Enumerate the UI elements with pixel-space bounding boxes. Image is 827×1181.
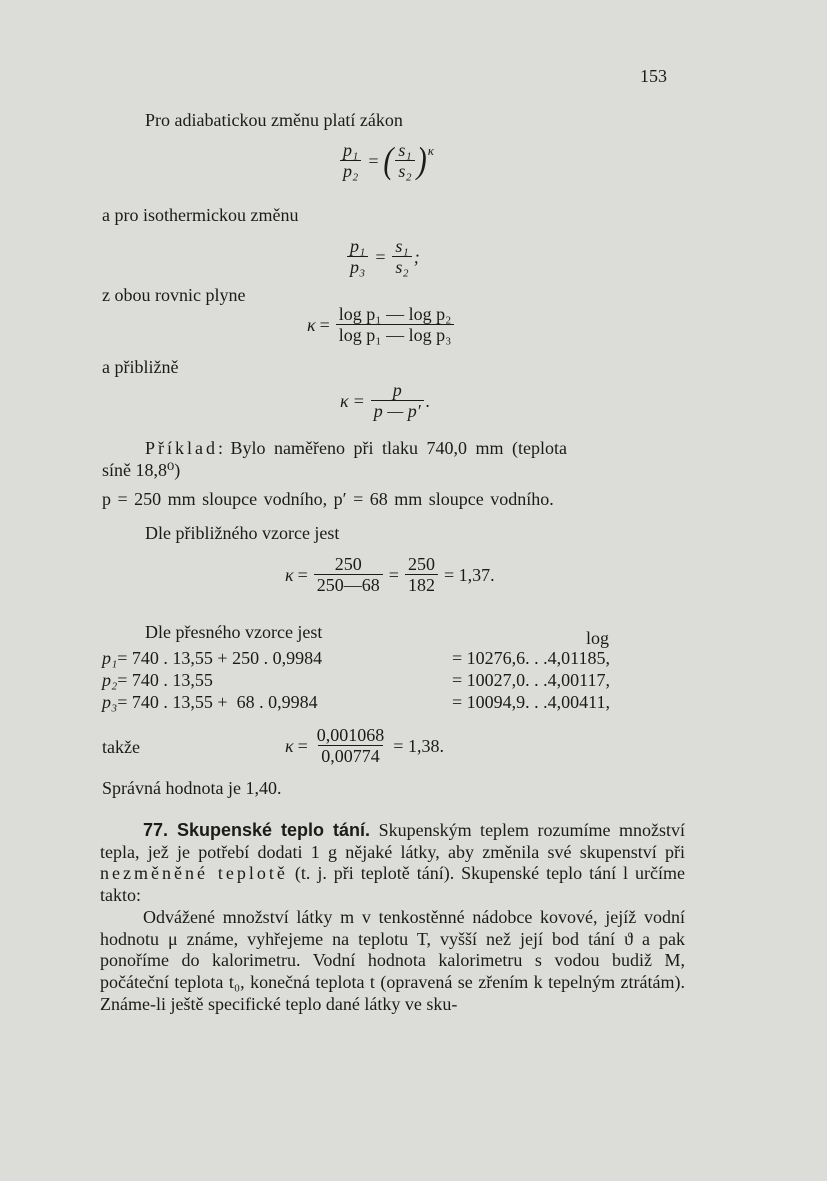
calc-row-p2: p₂= 740 . 13,55 [102, 670, 213, 690]
calc-row-p1: p₁= 740 . 13,55 + 250 . 0,9984 [102, 648, 323, 668]
equation-kappa-approx: κ = $\frac{p}{p — p'}$ . [340, 380, 431, 421]
calc-result-p3: = 10094,9. . .4,00411, [452, 692, 610, 712]
intro-adiabatic: Pro adiabatickou změnu platí zákon [145, 110, 403, 130]
section-heading: 77. Skupenské teplo tání. [143, 820, 371, 840]
exact-formula-label: Dle přesného vzorce jest [145, 622, 323, 642]
log-column-label: log [586, 628, 610, 648]
section-77-paragraph-2: Odvážené množství látky m v tenkostěnné nádobce kovové, jejíž vodní hodnotu μ známe, vyhřejeme na teplotu T, vyšší než její bod tání ϑ a pak ponoříme do kalorimetru. Vodní hodnota kalorimetru s vodou budiž M, počáteční teplota t₀, konečná teplota t (opravená se zřením k tepelným ztrátám). Známe-li ještě specifické teplo dané látky ve sku- [100, 907, 685, 1014]
equation-kappa-log: κ = $\frac{\text{log p₁ — log p₂}}{\text{log p₁ — log p₃}}$ [307, 304, 456, 346]
calc-result-p1: = 10276,6. . .4,01185, [452, 648, 610, 668]
equation-isothermal: $\frac{\text{p₁}}{\text{p₃}}$ = $\frac{\text{s₁}}{\text{s₂}}$ ; [345, 236, 420, 278]
example-line-3: p = 250 mm sloupce vodního, p′ = 68 mm sloupce vodního. [102, 489, 554, 509]
intro-isothermal: a pro isothermickou změnu [102, 205, 299, 225]
page-number: 153 [640, 66, 667, 86]
example-line-1: Příklad: Bylo naměřeno při tlaku 740,0 mm (teplota [145, 438, 567, 458]
equation-kappa-exact-value: κ = $\frac{0,001068}{0,00774}$ = 1,38. [285, 725, 444, 766]
intro-both: z obou rovnic plyne [102, 285, 246, 305]
intro-approx: a přibližně [102, 357, 179, 377]
equation-adiabatic: $\frac{\text{p₁}}{\text{p₂}}$ = ( $\frac{\text{s₁}}{\text{s₂}}$ ) κ [338, 140, 434, 182]
equation-kappa-approx-value: κ = $\frac{250}{250—68}$ = $\frac{250}{182}$ = 1,37. [285, 554, 495, 595]
example-line-2: síně 18,8⁰) [102, 460, 181, 480]
calc-result-p2: = 10027,0. . .4,00117, [452, 670, 610, 690]
correct-value: Správná hodnota je 1,40. [102, 778, 282, 798]
approx-formula-label: Dle přibližného vzorce jest [145, 523, 340, 543]
exponent-kappa: κ [427, 143, 434, 158]
calc-row-p3: p₃= 740 . 13,55 + 68 . 0,9984 [102, 692, 318, 712]
therefore-label: takže [102, 737, 140, 757]
section-77-paragraph-1: 77. Skupenské teplo tání. Skupenským teplem rozumíme množství tepla, jež je potřebí dodati 1 g nějaké látky, aby změnila své skupenství při nezměněné teplotě (t. j. při teplotě tání). Skupenské teplo tání l určíme takto: [100, 820, 686, 906]
